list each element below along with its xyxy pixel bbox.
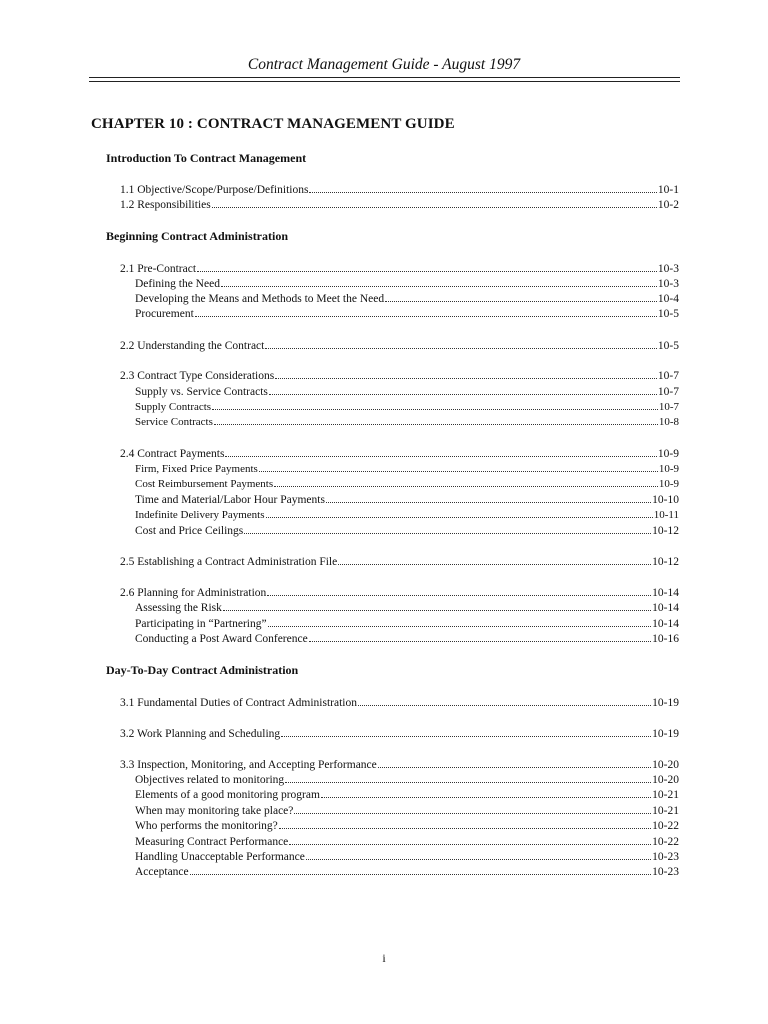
dot-leader	[221, 275, 657, 287]
toc-entry-page: 10-12	[652, 525, 679, 537]
toc-entry-page: 10-14	[652, 602, 679, 614]
toc-entry-page: 10-22	[652, 836, 679, 848]
toc-entry-page: 10-7	[657, 370, 679, 382]
toc-entry-label: Developing the Means and Methods to Meet the Need	[135, 293, 385, 305]
toc-entry[interactable]	[135, 398, 679, 413]
toc-entry-page: 10-19	[652, 728, 679, 740]
dot-leader	[225, 445, 656, 457]
toc-entry-page: 10-5	[657, 340, 679, 352]
dot-leader	[309, 181, 656, 193]
toc-entry[interactable]	[135, 817, 679, 832]
toc-entry[interactable]	[120, 181, 679, 196]
toc-entry[interactable]	[120, 725, 679, 740]
toc-entry[interactable]	[135, 615, 679, 630]
dot-leader	[338, 553, 651, 565]
toc-entry-page: 10-9	[658, 463, 679, 475]
toc-entry-label: Indefinite Delivery Payments	[135, 509, 265, 521]
toc-entry[interactable]	[135, 848, 679, 863]
toc-entry-page: 10-23	[652, 851, 679, 863]
toc-entry-label: 1.1 Objective/Scope/Purpose/Definitions	[120, 184, 309, 196]
toc-entry-page: 10-7	[658, 401, 679, 413]
toc-entry[interactable]	[135, 305, 679, 320]
toc-entry-label: 1.2 Responsibilities	[120, 199, 211, 211]
toc-entry[interactable]	[135, 863, 679, 878]
dot-leader	[265, 337, 657, 349]
dot-leader	[281, 725, 651, 737]
dot-leader	[197, 260, 657, 272]
dot-leader	[275, 367, 657, 379]
toc-entry[interactable]	[135, 630, 679, 645]
toc-entry-label: 2.4 Contract Payments	[120, 448, 225, 460]
toc-entry-page: 10-21	[652, 789, 679, 801]
toc-entry-label: 3.3 Inspection, Monitoring, and Accepting Performance	[120, 759, 377, 771]
toc-entry[interactable]	[120, 445, 679, 460]
toc-entry-page: 10-23	[652, 866, 679, 878]
section-heading: Beginning Contract Administration	[106, 229, 289, 243]
toc-entry-label: Procurement	[135, 308, 194, 320]
toc-entry[interactable]	[135, 771, 679, 786]
toc-entry-label: Service Contracts	[135, 416, 213, 428]
section-heading: Introduction To Contract Management	[106, 151, 307, 165]
toc-entry[interactable]	[135, 522, 679, 537]
toc-entry-label: 2.1 Pre-Contract	[120, 263, 197, 275]
toc-entry-label: Participating in “Partnering”	[135, 618, 267, 630]
toc-entry[interactable]	[135, 383, 679, 398]
dot-leader	[267, 584, 651, 596]
toc-entry-page: 10-16	[652, 633, 679, 645]
dot-leader	[279, 817, 651, 829]
toc-entry-label: Firm, Fixed Price Payments	[135, 463, 258, 475]
toc-entry-page: 10-1	[657, 184, 679, 196]
toc-entry[interactable]	[135, 475, 679, 490]
toc-entry-label: Defining the Need	[135, 278, 220, 290]
toc-entry-page: 10-21	[652, 805, 679, 817]
dot-leader	[259, 460, 658, 472]
dot-leader	[285, 771, 651, 783]
toc-entry[interactable]	[135, 275, 679, 290]
toc-entry[interactable]	[135, 413, 679, 428]
section-heading: Day-To-Day Contract Administration	[106, 663, 299, 677]
toc-entry[interactable]	[135, 833, 679, 848]
page-header: Contract Management Guide - August 1997	[247, 56, 521, 73]
toc-entry-label: Conducting a Post Award Conference	[135, 633, 308, 645]
toc-entry[interactable]	[135, 786, 679, 801]
toc-entry[interactable]	[120, 196, 679, 211]
toc-entry[interactable]	[120, 337, 679, 352]
dot-leader	[266, 506, 653, 518]
toc-entry[interactable]	[135, 506, 679, 521]
dot-leader	[214, 413, 658, 425]
dot-leader	[358, 694, 651, 706]
toc-entry-page: 10-22	[652, 820, 679, 832]
toc-entry-label: Acceptance	[135, 866, 189, 878]
toc-entry-page: 10-20	[652, 759, 679, 771]
dot-leader	[244, 522, 651, 534]
toc-entry-label: Objectives related to monitoring	[135, 774, 285, 786]
toc-entry-page: 10-7	[657, 386, 679, 398]
toc-entry-label: 2.3 Contract Type Considerations	[120, 370, 275, 382]
dot-leader	[326, 491, 651, 503]
dot-leader	[195, 305, 657, 317]
toc-entry-label: Cost and Price Ceilings	[135, 525, 244, 537]
dot-leader	[190, 863, 652, 875]
toc-entry-page: 10-11	[653, 509, 679, 521]
dot-leader	[212, 196, 657, 208]
header-rule	[89, 77, 680, 82]
dot-leader	[294, 802, 651, 814]
toc-entry-page: 10-19	[652, 697, 679, 709]
dot-leader	[289, 833, 651, 845]
toc-entry-page: 10-3	[657, 263, 679, 275]
toc-entry-page: 10-5	[657, 308, 679, 320]
toc-entry-label: 3.2 Work Planning and Scheduling	[120, 728, 281, 740]
toc-entry[interactable]	[135, 460, 679, 475]
toc-entry-label: Who performs the monitoring?	[135, 820, 278, 832]
toc-entry[interactable]	[120, 553, 679, 568]
dot-leader	[378, 756, 651, 768]
dot-leader	[223, 599, 651, 611]
toc-entry-label: When may monitoring take place?	[135, 805, 294, 817]
toc-entry-page: 10-9	[657, 448, 679, 460]
toc-entry[interactable]	[135, 491, 679, 506]
toc-entry-label: Cost Reimbursement Payments	[135, 478, 274, 490]
toc-entry[interactable]	[120, 756, 679, 771]
toc-entry-label: 2.2 Understanding the Contract	[120, 340, 265, 352]
toc-entry-label: Handling Unacceptable Performance	[135, 851, 305, 863]
toc-entry-page: 10-20	[652, 774, 679, 786]
dot-leader	[306, 848, 651, 860]
toc-entry[interactable]	[120, 260, 679, 275]
page-number: i	[382, 951, 386, 965]
toc-entry[interactable]	[120, 584, 679, 599]
dot-leader	[212, 398, 658, 410]
toc-entry-label: Supply vs. Service Contracts	[135, 386, 268, 398]
dot-leader	[268, 615, 652, 627]
dot-leader	[385, 290, 657, 302]
toc-entry-page: 10-14	[652, 587, 679, 599]
toc-entry-label: Time and Material/Labor Hour Payments	[135, 494, 325, 506]
toc-entry-page: 10-8	[658, 416, 679, 428]
toc-entry-page: 10-3	[657, 278, 679, 290]
toc-entry-page: 10-10	[652, 494, 679, 506]
toc-entry-label: 2.5 Establishing a Contract Administration File	[120, 556, 338, 568]
toc-entry[interactable]	[135, 802, 679, 817]
dot-leader	[309, 630, 651, 642]
toc-entry-page: 10-9	[658, 478, 679, 490]
toc-entry-page: 10-14	[652, 618, 679, 630]
chapter-title: CHAPTER 10 : CONTRACT MANAGEMENT GUIDE	[91, 116, 455, 132]
toc-entry-label: Measuring Contract Performance	[135, 836, 289, 848]
dot-leader	[269, 383, 657, 395]
toc-entry[interactable]	[120, 694, 679, 709]
toc-entry-label: 3.1 Fundamental Duties of Contract Administration	[120, 697, 357, 709]
toc-entry-page: 10-12	[652, 556, 679, 568]
toc-entry[interactable]	[120, 367, 679, 382]
toc-entry[interactable]	[135, 599, 679, 614]
toc-entry[interactable]	[135, 290, 679, 305]
toc-entry-label: 2.6 Planning for Administration	[120, 587, 267, 599]
toc-entry-label: Supply Contracts	[135, 401, 212, 413]
toc-entry-label: Assessing the Risk	[135, 602, 222, 614]
dot-leader	[274, 475, 658, 487]
toc-entry-page: 10-2	[657, 199, 679, 211]
toc-entry-page: 10-4	[657, 293, 679, 305]
dot-leader	[321, 786, 651, 798]
toc-entry-label: Elements of a good monitoring program	[135, 789, 320, 801]
